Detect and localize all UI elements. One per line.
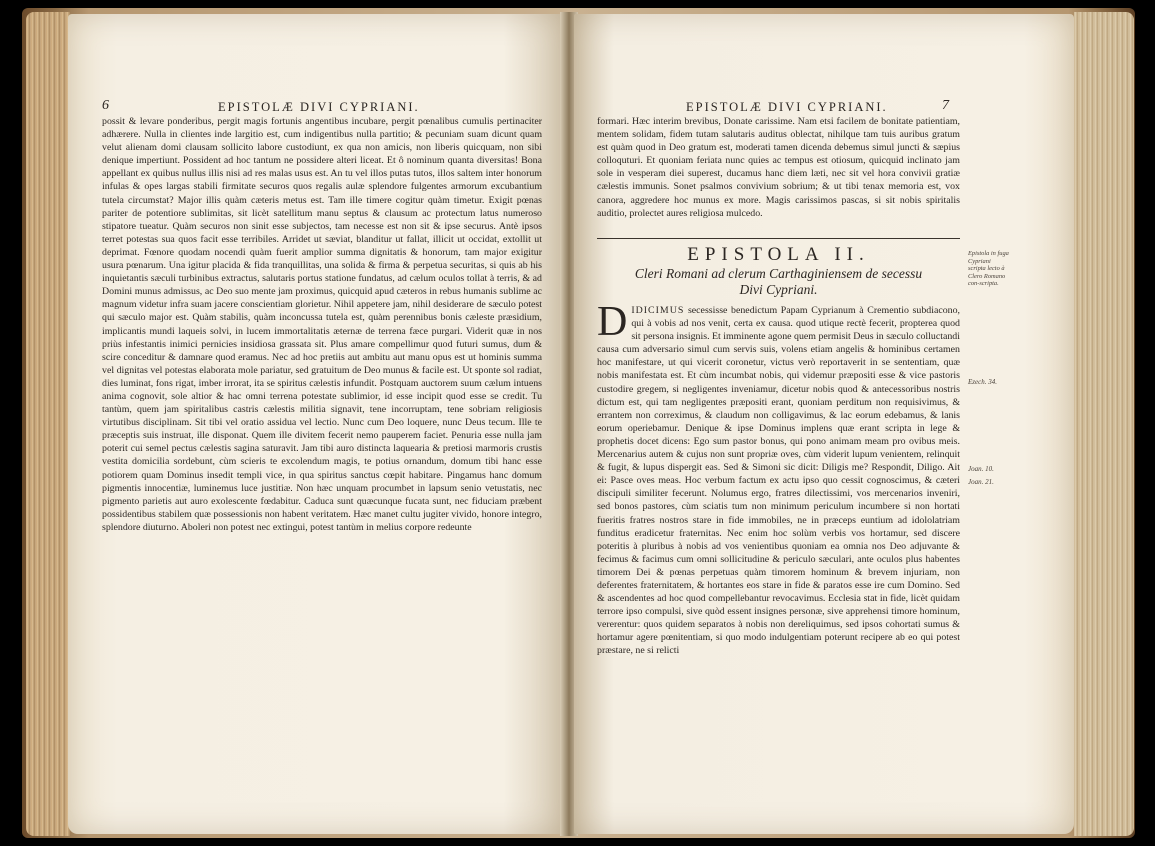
margin-ref: Joan. 21. [968,478,994,486]
first-word: IDICIMUS [631,305,685,316]
right-page-edges [1074,12,1134,836]
margin-ref: Joan. 10. [968,465,994,473]
epistle-title: EPISTOLA II. [687,244,870,265]
right-body-main: D IDICIMUS secessisse benedictum Papam Cyprianum à Crementio subdiacono, qui à vobis ad nos venit, certa ex causa. quod utique rectè fecerit, propterea quod sit persona insignis. Et imminente agone quem permisit Deus in sæculo colluctandi causa cum adversario simul cum servis suis, volens etiam angelis & hominibus certamen hoc manifestare, ut qui vicerit coronetur, victus verò reportaverit in se sententiam, quæ nobis manifestata est. Et cùm incumbat nobis, qui videmur præpositi esse & vice pastoris custodire gregem, si negligentes inveniamur, dicetur nobis quod & antecessoribus nostris dictum est, qui tam negligentes præpositi erant, quoniam perditum non requisivimus, & errantem non correximus, & claudum non colligavimus, & lac eorum edebamus, & lanis eorum operiebamur. Denique & ipse Dominus implens quæ erant scripta in lege & prophetis docet dicens: Ego sum pastor bonus, qui pono animam meam pro ovibus meis. Mercenarius autem & cujus non sunt propriæ oves, cùm viderit lupum venientem, relinquit & fugit, & lupus dispergit eas. Sed & Simoni sic dicit: Diligis me? Respondit, Diligo. Ait ei: Pasce oves meas. Hoc verbum factum ex actu ipso quo cessit cognoscimus, & cæteri discipuli similiter fecerunt. Nolumus ergo, fratres dilectissimi, vos mercenarios inveniri, sed bonos pastores, cùm sciatis tum non minimum periculum incumbere si non hortati fueritis fratres nostros stare in fide immobiles, ne in præceps euntium ad idololatriam funditus eradicetur fraternitas. Nec enim hoc solùm verbis vos hortamur, sed discere poteritis à pluribus à nobis ad vos venientibus quoniam ea omnia nos Deo adjuvante & fecimus & facimus cum omni sollicitudine & periculo sæculari, ante oculos plus habentes timorem Dei & pœnas perpetuas quàm timorem hominum & brevem injuriam, non deferentes fraternitatem, & hortantes eos stare in fide & paratos esse ire cum Domino. Sed & ascendentes ad hoc quod compellebantur revocavimus. Ecclesia stat in fide, licèt quidam terrore ipso compulsi, sive quòd essent insignes personæ, sive apprehensi timore hominum, vererentur: quos quidem separatos à nobis non dereliquimus, sed ipsos cohortati sumus & hortamur agere pœnitentiam, si quo modo indulgentiam poterunt recipere ab eo qui potest præstare, ne si relicti [597,299,960,657]
right-page [574,14,1074,834]
margin-note: Epistola in fuga Cypriani scripta lecto à Clero Romano con-scripta. [968,250,1009,288]
page-number: 6 [102,98,109,113]
left-body-text: possit & levare ponderibus, pergit magis fortunis angentibus incubare, pergit pœnalibus cumulis pertinaciter adhærere. Nulla in clientes inde largitio est, cum indigentibus nulla partitio; & pecuniam suam dicunt quam velut alienam domi clausam sollicito labore custodiunt, ex qua non amicis, non liberis quicquam, non sibi denique impertiunt. Possident ad hoc tantum ne possidere alteri liceat. Et ô nominum quanta diversitas! Bona appellant ex quibus nullus illis nisi ad res malas usus est. An tu vel illos putas tutos, illos saltem inter honorum infulas & opes largas stabili firmitate securos quos regalis aulæ splendore fulgentes armorum excubantium tutela circumstat? Major illis quàm cæteris metus est. Tam ille timere cogitur quàm timetur. Exigit pœnas pariter de potentiore sublimitas, sit licèt satellitum manu septus & clausum ac protectum latus numeroso stipatore tueatur. Quàm securos non sinit esse subjectos, tam necesse est non sit & ipse securus. Antè ipsos terret potestas sua quos facit esse terribiles. Arridet ut sæviat, blanditur ut fallat, illicit ut occidat, extollit ut deprimat. Fœnore quodam nocendi quàm fuerit amplior summa dignitatis & honorum, tam major exigitur usura pœnarum. Una igitur placida & fida tranquillitas, una solida & firma & perpetua securitas, si quis ab his inquietantis sæculi turbinibus extractus, salutaris portus statione fundatus, ad cælum oculos tollat à terris, & ad Domini munus admissus, ac Deo suo mente jam proximus, quicquid apud cæteros in rebus humanis sublime ac magnum videtur infra suam jacere conscientiam glorietur. Nihil appetere jam, nihil desiderare de sæculo potest qui sæculo major est. Quàm stabilis, quàm inconcussa tutela est, quàm perennibus bonis cæleste præsidium, implicantis mundi laqueis solvi, in lucem immortalitatis æternæ de terrena fæce purgari. Viderit quæ in nos priùs infestantis inimici pernicies insidiosa grassata sit. Plus amare compellimur quod futuri sumus, dum & scire conceditur & damnare quod eramus. Nec ad hoc pretiis aut ambitu aut manu opus est ut hominis summa vel dignitas vel potestas elaborata mole pariatur, sed gratuitum de Deo munus & facile est. Ut sponte sol radiat, dies luminat, fons rigat, imber irrorat, ita se spiritus cælestis infundit. Postquam auctorem suum cælum intuens anima cognovit, sole altior & hac omni terrena potestate sublimior, id esse incipit quod esse se credit. Tu tantùm, quem jam spiritalibus castris cælestis militia signavit, tene incorruptam, tene sobriam religiosis virtutibus disciplinam. Sit tibi vel oratio assidua vel lectio. Nunc cum Deo loquere, nunc Deus tecum. Ille te præceptis suis instruat, ille disponat. Quem ille divitem fecerit nemo pauperem faciet. Penuria esse nulla jam poterit cui semel pectus cælestis sagina saturavit. Jam tibi auro distincta laquearia & pretiosi marmoris crustis vestita domicilia sordebunt, cùm scieris te excolendum magis, te potius ornandum, domum tibi hanc esse potiorem quam Dominus insedit templi vice, in qua spiritus sanctus cœpit habitare. Pingamus hanc domum pigmentis innocentiæ, luminemus luce justitiæ. Non hæc unquam procumbet in lapsum senio vetustatis, nec pigmento parietis aut auro exolescente fœdabitur. Caduca sunt quæcunque fucata sunt, nec fiduciam præbent possidentibus stabilem quæ possessionis non habent veritatem. Hæc manet cultu jugiter vivido, honore integro, splendore diuturno. Aboleri non potest nec extingui, potest tantùm in melius corpore redeunte [102,116,542,533]
running-head: EPISTOLÆ DIVI CYPRIANI. [686,100,888,114]
book-spread [22,8,1135,838]
left-page [68,14,563,834]
margin-ref: Ezech. 34. [968,378,997,386]
page-number: 7 [942,98,949,113]
drop-cap: D [597,299,628,345]
divider-rule [597,238,960,239]
running-head: EPISTOLÆ DIVI CYPRIANI. [218,100,420,114]
left-page-edges [26,12,70,836]
right-body-top: formari. Hæc interim brevibus, Donate carissime. Nam etsi facilem de bonitate patientiam, mentem solidam, fidem tutam salutaris auditus oblectat, nihilque tam tuis auribus gratum est quàm quod in Deo gratum est, moderati tamen dicenda debemus simul juncti & sæpius colloquturi. Et quoniam feriata nunc quies ac tempus est otiosum, quicquid inclinato jam sole in vesperam diei superest, ducamus hanc diem læti, nec sit vel hora convivii gratiæ cælestis immunis. Sonet psalmos convivium sobrium; & ut tibi tenax memoria est, vox canora, aggredere hoc munus ex more. Magis carissimos pascas, si sit nobis spiritalis auditio, prolectet aures religiosa mulcedo. [597,116,960,219]
epistle-subtitle: Cleri Romani ad clerum Carthaginiensem de secessu Divi Cypriani. [634,266,923,297]
